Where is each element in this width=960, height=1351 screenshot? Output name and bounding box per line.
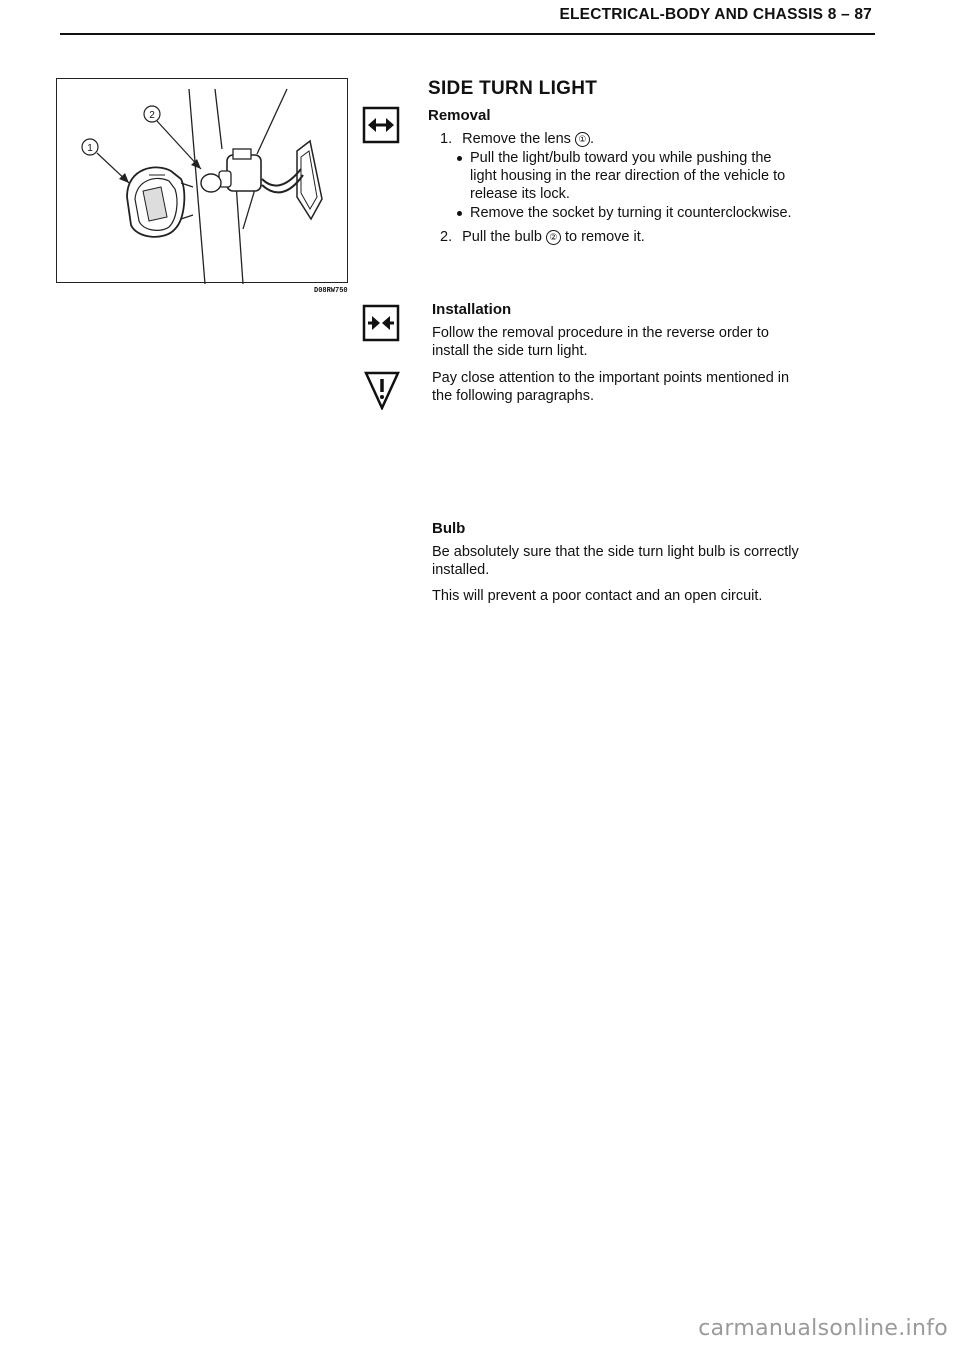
bulb-line-3: This will prevent a poor contact and an open circuit.	[432, 588, 763, 604]
step-number: 2.	[440, 229, 453, 245]
callout-ref: ①	[575, 132, 590, 147]
callout-ref: ②	[546, 230, 561, 245]
caution-symbol-icon	[364, 370, 400, 410]
bullet-dot	[457, 211, 462, 216]
figure-code: D08RW750	[314, 287, 348, 295]
step-text: Remove the lens	[462, 131, 571, 147]
removal-symbol-icon	[362, 106, 400, 144]
installation-para-1-line-1: Follow the removal procedure in the reverse order to	[432, 325, 769, 341]
bulb-heading: Bulb	[432, 520, 466, 537]
installation-heading: Installation	[432, 301, 512, 318]
step-end: .	[589, 131, 594, 147]
page-header: ELECTRICAL-BODY AND CHASSIS 8 – 87	[559, 6, 872, 23]
side-turn-light-figure	[56, 78, 348, 283]
installation-para-2-line-1: Pay close attention to the important points mentioned in	[432, 370, 790, 386]
installation-para-1-line-2: install the side turn light.	[432, 343, 588, 359]
callout-2-label: 2	[149, 110, 155, 121]
bullet-1-line-1: Pull the light/bulb toward you while pushing the	[470, 150, 772, 166]
bullet-dot	[457, 156, 462, 161]
step-number: 1.	[440, 131, 453, 147]
step-text-end: to remove it.	[565, 229, 645, 245]
bullet-1-line-3: release its lock.	[470, 186, 570, 202]
header-rule	[60, 33, 875, 35]
watermark: carmanualsonline.info	[698, 1316, 948, 1341]
step-text: Pull the bulb	[462, 229, 542, 245]
side-turn-light-illustration	[57, 79, 349, 284]
installation-symbol-icon	[362, 304, 400, 342]
callout-1-label: 1	[87, 143, 93, 154]
installation-para-2-line-2: the following paragraphs.	[432, 388, 595, 404]
bulb-line-2: installed.	[432, 562, 490, 578]
bulb-line-1: Be absolutely sure that the side turn light bulb is correctly	[432, 544, 799, 560]
removal-heading: Removal	[428, 107, 491, 124]
bullet-2: Remove the socket by turning it counterclockwise.	[470, 205, 792, 221]
bullet-1-line-2: light housing in the rear direction of the vehicle to	[470, 168, 786, 184]
removal-step-2	[440, 228, 645, 246]
section-title: SIDE TURN LIGHT	[428, 78, 598, 99]
removal-step-1	[440, 130, 594, 148]
